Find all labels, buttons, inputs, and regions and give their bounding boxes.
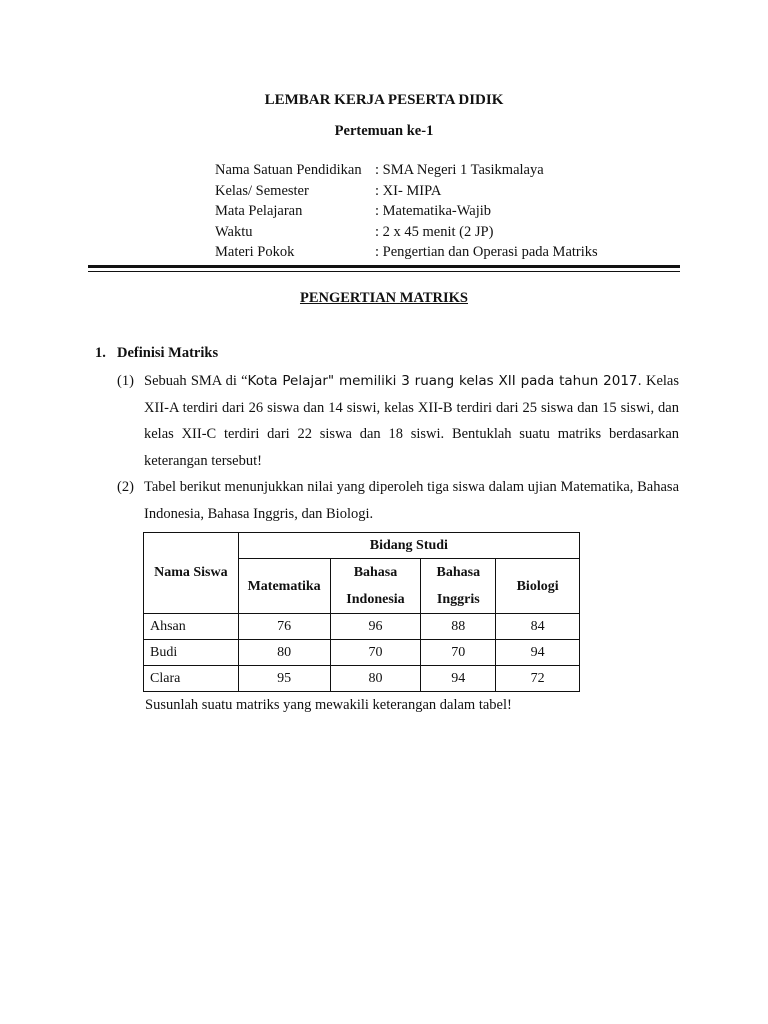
student-name: Ahsan: [144, 614, 239, 640]
info-row-topic: [215, 242, 598, 263]
subject-header: [238, 559, 330, 614]
subject-header-line: Biologi: [516, 578, 559, 594]
info-row-subject: [215, 201, 598, 222]
exercise-item-2: [117, 474, 679, 527]
score-cell: 70: [330, 640, 421, 666]
meeting-subtitle: Pertemuan ke-1: [334, 123, 434, 139]
score-cell: 70: [421, 640, 496, 666]
score-cell: 96: [330, 614, 421, 640]
info-value: : Pengertian dan Operasi pada Matriks: [375, 244, 598, 260]
table-row: [144, 666, 580, 692]
score-cell: 80: [330, 666, 421, 692]
info-label: Kelas/ Semester: [215, 182, 309, 199]
subject-header-line: Matematika: [247, 578, 321, 594]
subject-header-line: Bahasa: [353, 565, 398, 580]
item-text: [144, 368, 679, 474]
subsection-heading: [95, 345, 218, 362]
student-name: Clara: [144, 666, 239, 692]
info-value: : 2 x 45 menit (2 JP): [375, 223, 494, 240]
closing-instruction: Susunlah suatu matriks yang mewakili keterangan dalam tabel!: [145, 697, 512, 713]
subject-header-line: Inggris: [436, 592, 480, 607]
scores-table: [143, 532, 580, 692]
table-row: [144, 614, 580, 640]
item-text-part: Kota Pelajar" memiliki 3 ruang kelas XII pada tahun 2017.: [247, 373, 642, 389]
info-row-time: [215, 222, 598, 243]
item-text-part: Sebuah SMA di “: [144, 373, 248, 389]
subject-group-header: Bidang Studi: [238, 533, 579, 559]
score-cell: 88: [421, 614, 496, 640]
student-name: Budi: [144, 640, 239, 666]
subject-header-line: Indonesia: [346, 592, 405, 607]
subsection-title: Definisi Matriks: [117, 345, 219, 361]
info-label: Materi Pokok: [215, 244, 295, 260]
item-marker: (2): [117, 479, 134, 495]
info-row-class: [215, 181, 598, 202]
item-marker: (1): [117, 373, 134, 389]
score-cell: 94: [421, 666, 496, 692]
info-block: [215, 160, 598, 263]
info-label: Waktu: [215, 223, 253, 240]
info-label: Nama Satuan Pendidikan: [215, 162, 362, 178]
score-cell: 84: [496, 614, 580, 640]
score-cell: 76: [238, 614, 330, 640]
section-heading: PENGERTIAN MATRIKS: [299, 290, 468, 306]
subject-header: [421, 559, 496, 614]
score-cell: 95: [238, 666, 330, 692]
info-value: : SMA Negeri 1 Tasikmalaya: [375, 162, 544, 178]
subject-header: [330, 559, 421, 614]
score-cell: 72: [496, 666, 580, 692]
subject-header: [496, 559, 580, 614]
name-column-header: Nama Siswa: [144, 533, 239, 614]
header-divider-thick: [88, 265, 680, 268]
info-row-school: [215, 160, 598, 181]
subject-header-line: Bahasa: [436, 565, 481, 580]
score-cell: 80: [238, 640, 330, 666]
worksheet-title: LEMBAR KERJA PESERTA DIDIK: [264, 92, 504, 108]
info-label: Mata Pelajaran: [215, 203, 303, 219]
score-cell: 94: [496, 640, 580, 666]
info-value: : Matematika-Wajib: [375, 203, 491, 219]
header-divider-thin: [88, 271, 680, 272]
item-text: Tabel berikut menunjukkan nilai yang diperoleh tiga siswa dalam ujian Matematika, Bahasa Indonesia, Bahasa Inggris, dan Biologi.: [144, 479, 679, 522]
subsection-number: 1.: [95, 345, 106, 361]
info-value: : XI- MIPA: [375, 182, 442, 199]
item-text-part: Kelas XII-A terdiri dari 26 siswa dan 14 siswi, kelas XII-B terdiri dari 25 siswa dan 15 siswi, dan kelas XII-C terdiri dari 22 siswa dan 18 siswi. Bentuklah suatu matriks berdasarkan keterangan tersebut!: [144, 373, 679, 469]
exercise-item-1: [117, 368, 679, 474]
table-row: [144, 640, 580, 666]
